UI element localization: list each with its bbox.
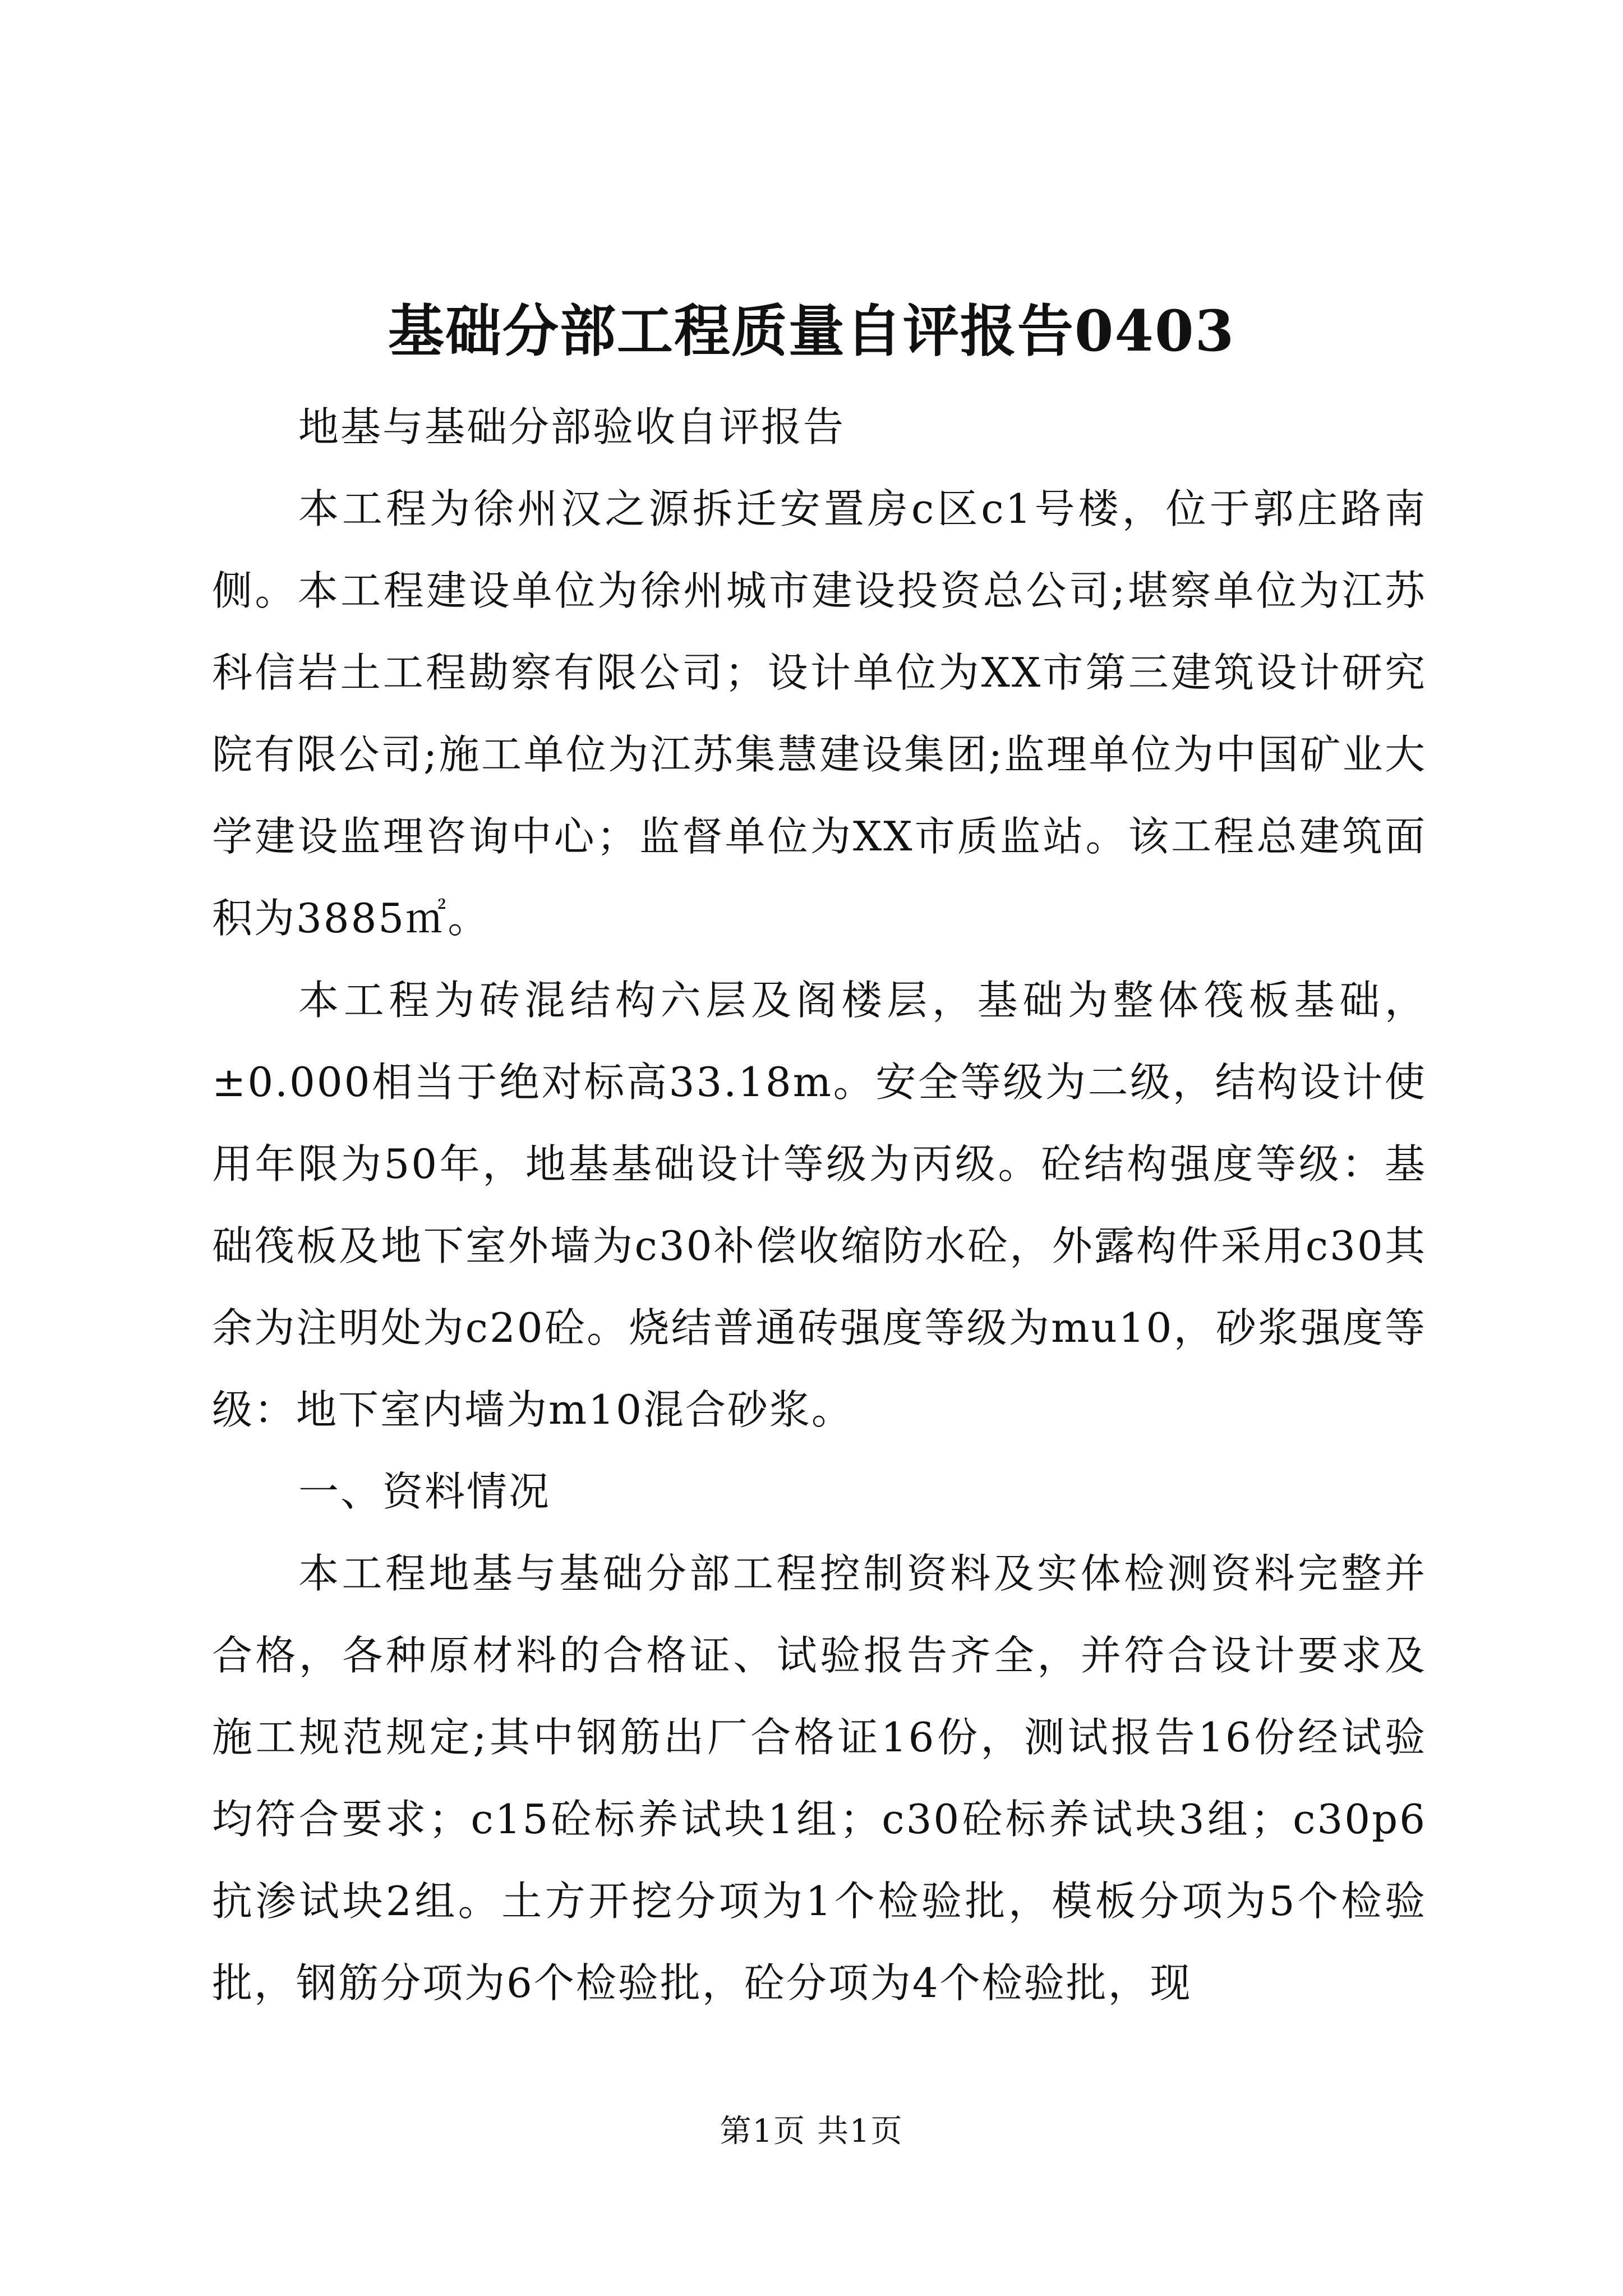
paragraph-materials-details: 本工程地基与基础分部工程控制资料及实体检测资料完整并合格，各种原材料的合格证、试验报告齐全，并符合设计要求及施工规范规定;其中钢筋出厂合格证16份，测试报告16份经试验均符合要求；c15砼标养试块1组；c30砼标养试块3组；c30p6抗渗试块2组。土方开挖分项为1个检验批，模板分项为5个检验批，钢筋分项为6个检验批，砼分项为4个检验批，现 bbox=[212, 1550, 1427, 2007]
section-heading-materials: 一、资料情况 bbox=[298, 1468, 551, 1515]
page-footer: 第1页 共1页 bbox=[720, 2113, 903, 2150]
paragraph-project-overview: 本工程为徐州汉之源拆迁安置房c区c1号楼，位于郭庄路南侧。本工程建设单位为徐州城市建设投资总公司;堪察单位为江苏科信岩土工程勘察有限公司；设计单位为XX市第三建筑设计研究院有限公司;施工单位为江苏集慧建设集团;监理单位为中国矿业大学建设监理咨询中心；监督单位为XX市质监站。该工程总建筑面积为3885㎡。 bbox=[212, 485, 1427, 942]
paragraph-subtitle: 地基与基础分部验收自评报告 bbox=[298, 403, 846, 450]
paragraph-structure-info: 本工程为砖混结构六层及阁楼层，基础为整体筏板基础，±0.000相当于绝对标高33.18m。安全等级为二级，结构设计使用年限为50年，地基基础设计等级为丙级。砼结构强度等级：基础筏板及地下室外墙为c30补偿收缩防水砼，外露构件采用c30其余为注明处为c20砼。烧结普通砖强度等级为mu10，砂浆强度等级：地下室内墙为m10混合砂浆。 bbox=[212, 977, 1427, 1433]
document-title: 基础分部工程质量自评报告0403 bbox=[388, 298, 1235, 364]
document-body bbox=[212, 386, 1427, 2024]
